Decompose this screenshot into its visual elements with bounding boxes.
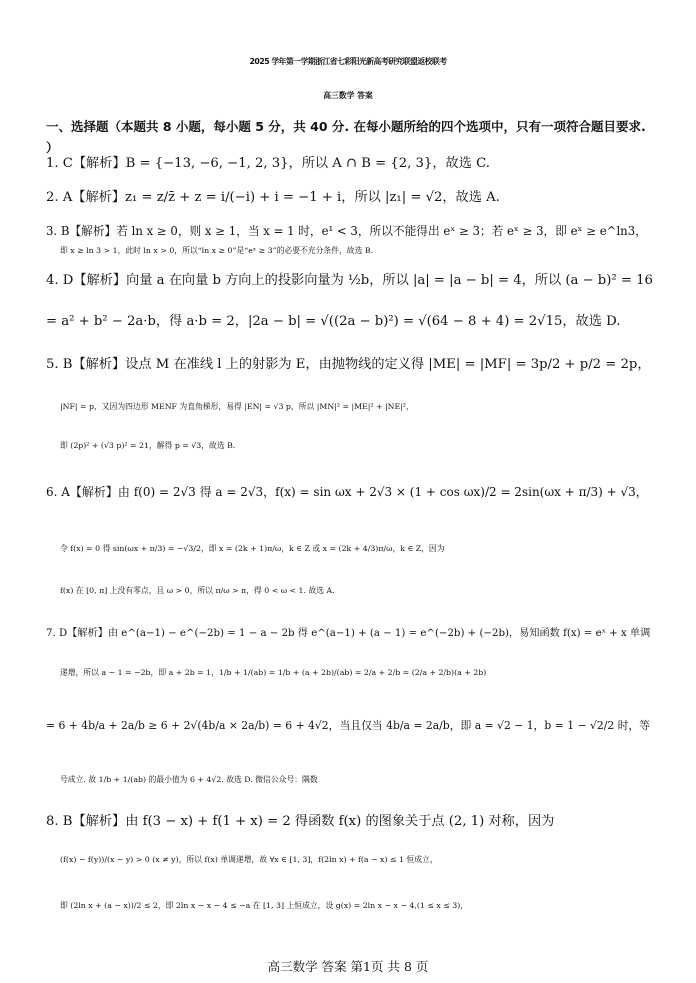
answer-line-7c: = 6 + 4b/a + 2a/b ≥ 6 + 2√(4b/a × 2a/b) = 6 + 4√2，当且仅当 4b/a = 2a/b，即 a = √2 − 1，b = 1 − √2/2 时，等 <box>46 719 651 732</box>
section-heading: 一、选择题（本题共 8 小题，每小题 5 分，共 40 分. 在每小题所给的四个选项中，只有一项符合题目要求. ） <box>46 119 646 155</box>
document-title: 2025 学年第一学期浙江省七彩阳光新高考研究联盟返校联考 <box>249 57 447 66</box>
answer-line-7a: 7. D【解析】由 e^(a−1) − e^(−2b) = 1 − a − 2b 得 e^(a−1) + (a − 1) = e^(−2b) + (−2b)，易知函数 f(x) = eˣ + x 单调 <box>46 628 651 639</box>
page-footer: 高三数学 答案 第1页 共 8 页 <box>267 959 429 974</box>
answer-line-6b: 令 f(x) = 0 得 sin(ωx + π/3) = −√3/2，即 x = (2k + 1)π/ω，k ∈ Z 或 x = (2k + 4/3)π/ω，k ∈ Z，因为 <box>60 544 445 553</box>
answer-line-5a: 5. B【解析】设点 M 在准线 l 上的射影为 E，由抛物线的定义得 |ME| = |MF| = 3p/2 + p/2 = 2p， <box>46 357 651 372</box>
answer-line-3b: 即 x ≥ ln 3 > 1，此时 ln x > 0，所以“ln x ≥ 0”是“eˣ ≥ 3”的必要不充分条件，故选 B. <box>60 246 374 255</box>
answer-line-8a: 8. B【解析】由 f(3 − x) + f(1 + x) = 2 得函数 f(x) 的图象关于点 (2, 1) 对称，因为 <box>46 814 555 829</box>
answer-line-7d: 号成立. 故 1/b + 1/(ab) 的最小值为 6 + 4√2. 故选 D. 微信公众号：隅数 <box>60 775 318 784</box>
answer-line-5b: |NF| = p，又因为四边形 MENF 为直角梯形，易得 |EN| = √3 p，所以 |MN|² = |ME|² + |NE|²， <box>60 402 414 411</box>
answer-line-8b: (f(x) − f(y))/(x − y) > 0 (x ≠ y)，所以 f(x) 单调递增，故 ∀x ∈ [1, 3]，f(2ln x) + f(a − x) ≤ 1 恒成立， <box>60 855 438 864</box>
answer-line-4b: = a² + b² − 2a·b，得 a·b = 2，|2a − b| = √((2a − b)²) = √(64 − 8 + 4) = 2√15，故选 D. <box>46 314 621 329</box>
answer-line-5c: 即 (2p)² + (√3 p)² = 21，解得 p = √3，故选 B. <box>60 441 236 450</box>
answer-line-4a: 4. D【解析】向量 a 在向量 b 方向上的投影向量为 ½b，所以 |a| = |a − b| = 4，所以 (a − b)² = 16 <box>46 273 653 288</box>
answer-line-8c: 即 (2ln x + (a − x))/2 ≤ 2，即 2ln x − x − 4 ≤ −a 在 [1, 3] 上恒成立，设 g(x) = 2ln x − x − 4,(1 ≤ x ≤ 3)， <box>60 901 469 910</box>
document-subtitle: 高三数学 答案 <box>323 91 373 100</box>
answer-line-2: 2. A【解析】z₁ = z/z̄ + z = i/(−i) + i = −1 + i，所以 |z₁| = √2，故选 A. <box>46 190 500 205</box>
answer-line-3a: 3. B【解析】若 ln x ≥ 0，则 x ≥ 1，当 x = 1 时，e¹ < 3，所以不能得出 eˣ ≥ 3；若 eˣ ≥ 3，即 eˣ ≥ e^ln3， <box>46 224 647 238</box>
answer-line-7b: 递增，所以 a − 1 = −2b，即 a + 2b = 1，1/b + 1/(ab) = 1/b + (a + 2b)/(ab) = 2/a + 2/b = (2/a + 2/b)(a + 2b) <box>60 668 487 677</box>
answer-line-1: 1. C【解析】B = {−13, −6, −1, 2, 3}，所以 A ∩ B = {2, 3}，故选 C. <box>46 156 490 171</box>
answer-line-6c: f(x) 在 [0, π] 上没有零点，且 ω > 0，所以 π/ω > π，得 0 < ω < 1. 故选 A. <box>60 586 335 595</box>
answer-line-6a: 6. A【解析】由 f(0) = 2√3 得 a = 2√3，f(x) = sin ωx + 2√3 × (1 + cos ωx)/2 = 2sin(ωx + π/3) + √3， <box>46 485 648 499</box>
